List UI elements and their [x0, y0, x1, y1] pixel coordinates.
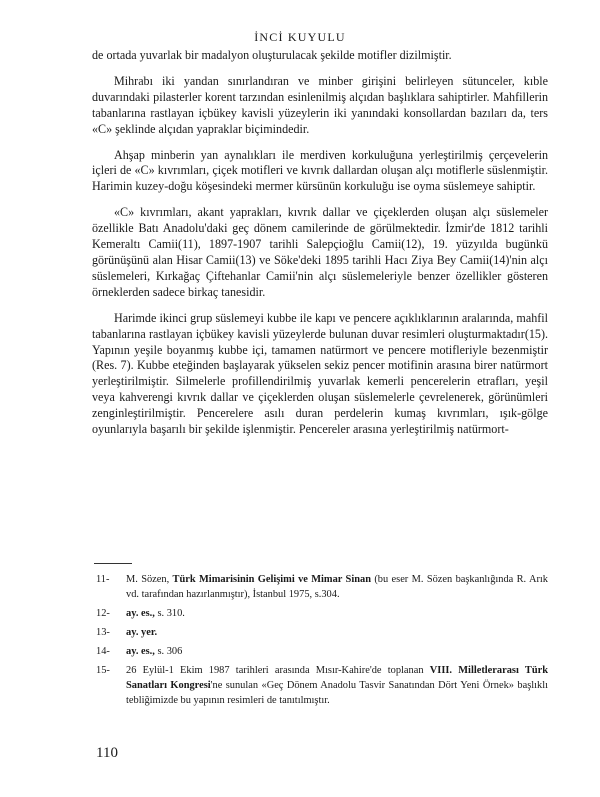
footnote-text	[126, 606, 548, 621]
footnote-text-post: 'ne sunulan «Geç Dönem Anadolu Tasvir Sanatından Dört Yeni Örnek» başlıklı tebliğimizde bu yapının resimleri de tanıtılmıştır.	[126, 680, 548, 706]
footnote-15	[96, 663, 548, 708]
footnote-11	[96, 572, 548, 602]
paragraph-1: de ortada yuvarlak bir madalyon oluşturulacak şekilde motifler dizilmiştir.	[92, 48, 452, 62]
footnote-separator	[94, 563, 132, 564]
footnote-12	[96, 606, 548, 621]
footnote-book-title: Türk Mimarisinin Gelişimi ve Mimar Sinan	[172, 574, 371, 585]
footnote-abbrev: ay. es.,	[126, 608, 155, 619]
page-number: 110	[96, 745, 118, 761]
paragraph-3: Ahşap minberin yan aynalıkları ile merdiven korkuluğuna yerleştirilmiş çerçevelerin içleri de «C» kıvrımları, çiçek motifleri ve kıvrık dallardan oluşan alçı motiflerle süslenmiştir. Harimin kuzey-doğu köşesindeki mermer kürsünün korkuluğu ise oyma süslemeye sahiptir.	[92, 147, 548, 194]
footnote-number: 12-	[96, 608, 110, 619]
footnote-text	[126, 625, 548, 640]
paragraph-2: Mihrabı iki yandan sınırlandıran ve minber girişini belirleyen sütunceler, kıble duvarındaki pilasterler korent tarzından esinlenilmiş alçıdan başlıklara sahiptirler. Mahfillerin tabanlarına rastlayan içbükey kavisli yüzeylerin iki yanındaki konsollardan bazıları da, ters «C» şeklinde alçıdan yapraklar biçimindedir.	[92, 73, 548, 136]
footnote-text-post: (bu eser M. Sözen başkanlığında R. Arık vd. tarafından hazırlanmıştır), İstanbul 1975, s.304.	[126, 574, 548, 600]
footnote-text-post: s. 310.	[154, 608, 185, 619]
footnote-text-pre: M. Sözen,	[126, 574, 173, 585]
footnote-abbrev: ay. yer.	[126, 627, 158, 638]
footnote-number: 14-	[96, 646, 110, 657]
footnote-number: 13-	[96, 627, 110, 638]
footnote-text	[126, 572, 548, 602]
footnote-congress-name: VIII. Milletlerarası Türk Sanatları Kongresi	[126, 665, 548, 691]
footnote-13	[96, 625, 548, 640]
footnote-number: 15-	[96, 665, 110, 676]
body-text	[92, 48, 548, 448]
footnote-text-pre: 26 Eylül-1 Ekim 1987 tarihleri arasında Mısır-Kahire'de toplanan	[126, 665, 430, 676]
footnote-text-post: s. 306	[154, 646, 183, 657]
footnote-text	[126, 644, 548, 659]
footnote-abbrev: ay. es.,	[126, 646, 155, 657]
footnotes	[96, 572, 548, 712]
running-header: İNCİ KUYULU	[254, 30, 346, 44]
footnote-14	[96, 644, 548, 659]
paragraph-5: Harimde ikinci grup süslemeyi kubbe ile kapı ve pencere açıklıklarının aralarında, mahfil tabanlarına rastlayan içbükey kavisli yüzeylerde bulunan duvar resimleri oluşturmaktadır(15). Yapının yeşile boyanmış kubbe içi, tamamen natürmort ve pencere motifleriyle bezenmiştir (Res. 7). Kubbe eteğinden başlayarak yükselen sekiz pencer motifinin arasına birer natürmort yerleştirilmiştir. Silmelerle profillendirilmiş yuvarlak kemerli pencerelerin etrafları, yeşil veya kahverengi kıvrık dallar ve çiçeklerden oluşan süslemelerle çevrelenerek, görünümleri zenginleştirilmiştir. Pencerelere asılı duran perdelerin kumaş kıvrımları, ışık-gölge oyunlarıyla başarılı bir şekilde işlenmiştir. Pencereler arasına yerleştirilmiş natürmort-	[92, 310, 548, 437]
footnote-number: 11-	[96, 574, 110, 585]
footnote-text	[126, 663, 548, 708]
paragraph-4: «C» kıvrımları, akant yaprakları, kıvrık dallar ve çiçeklerden oluşan alçı süslemeler özellikle Batı Anadolu'daki geç dönem camilerinde de görülmektedir. İzmir'de 1812 tarihli Kemeraltı Camii(11), 1897-1907 tarihli Salepçioğlu Camii(12), 19. yüzyılda bugünkü görünüşünü alan Hisar Camii(13) ve Söke'deki 1895 tarihli Hacı Ziya Bey Camii(14)'nin alçı süslemeleri, Kırkağaç Çiftehanlar Camii'nin alçı süslemeleriyle benzer özellikler gösteren örneklerden sadece birkaç tanesidir.	[92, 205, 548, 299]
